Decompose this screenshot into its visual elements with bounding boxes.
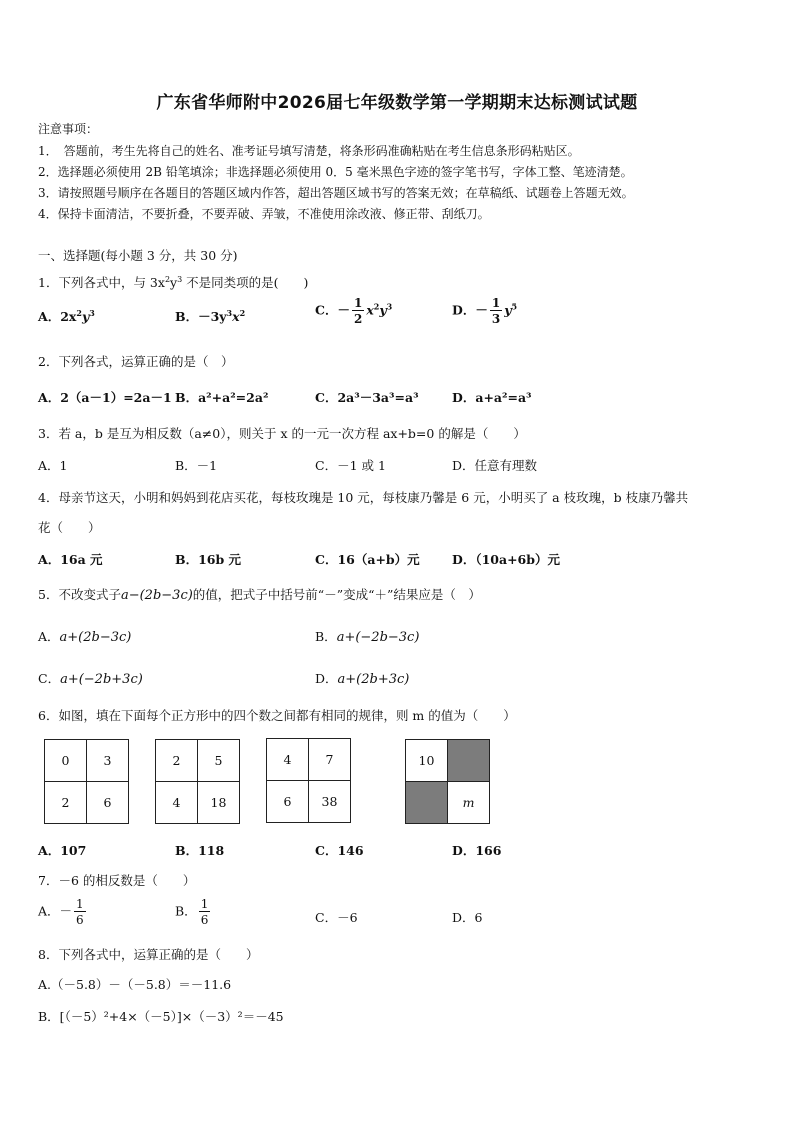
q3-option-d: D．任意有理数 — [452, 458, 538, 473]
notice-item-4: 4．保持卡面清洁，不要折叠，不要弄破、弄皱，不准使用涂改液、修正带、刮纸刀。 — [38, 207, 490, 221]
q8-stem: 8．下列各式中，运算正确的是（ ） — [38, 947, 259, 962]
q5-option-c: C．a+(−2b+3c) — [38, 671, 143, 687]
q6-grid-1 — [44, 739, 129, 824]
notice-item-3: 3．请按照题号顺序在各题目的答题区域内作答，超出答题区域书写的答案无效；在草稿纸、试题卷上答题无效。 — [38, 186, 634, 200]
q5-expression: a−(2b−3c) — [120, 588, 193, 603]
grid-cell: 10 — [406, 740, 448, 782]
grid-cell-m: m — [448, 782, 490, 824]
q4-stem-line2: 花（ ） — [38, 520, 101, 535]
q7-option-c: C．－6 — [315, 910, 358, 925]
q4-option-c: C．16（a+b）元 — [315, 552, 420, 567]
q2-option-d: D．a+a²=a³ — [452, 390, 532, 405]
q1-option-a: A．$2x^2y^3$ — [38, 307, 95, 324]
notice-item-1: 1． 答题前，考生先将自己的姓名、准考证号填写清楚，将条形码准确粘贴在考生信息条形码粘贴区。 — [38, 144, 580, 158]
q1-option-d: D．－ $\frac{1}{3}$ $y^5$ — [452, 296, 518, 326]
q1-option-b: B．$-3y^3x^2$ — [175, 307, 246, 324]
q6-option-d: D．166 — [452, 843, 502, 858]
q4-option-a: A．16a 元 — [38, 552, 103, 567]
q7-stem: 7．－6 的相反数是（ ） — [38, 873, 196, 888]
q5-stem: 5．不改变式子a−(2b−3c)的值，把式子中括号前“－”变成“＋”结果应是（ ） — [38, 587, 481, 603]
q6-stem: 6．如图，填在下面每个正方形中的四个数之间都有相同的规律，则 m 的值为（ ） — [38, 708, 516, 723]
grid-cell: 4 — [156, 782, 198, 824]
q7-option-d: D．6 — [452, 910, 483, 925]
grid-cell: 7 — [309, 739, 351, 781]
grid-cell: 3 — [87, 740, 129, 782]
q2-option-b: B．a²+a²=2a² — [175, 390, 269, 405]
notice-item-2: 2．选择题必须使用 2B 铅笔填涂；非选择题必须使用 0．5 毫米黑色字迹的签字笔书写，字体工整、笔迹清楚。 — [38, 165, 633, 179]
q3-stem: 3．若 a，b 是互为相反数（a≠0），则关于 x 的一元一次方程 ax+b=0 的解是（ ） — [38, 426, 526, 441]
q6-option-b: B．118 — [175, 843, 225, 858]
q7-option-b: B． $\frac{1}{6}$ — [175, 897, 209, 927]
q7-option-a: A．－ $\frac{1}{6}$ — [38, 897, 84, 927]
q5-option-b: B．a+(−2b−3c) — [315, 629, 420, 645]
q6-option-c: C．146 — [315, 843, 364, 858]
q8-option-a: A.（－5.8）－（－5.8）＝－11.6 — [38, 977, 232, 992]
grid-cell: 2 — [156, 740, 198, 782]
grid-cell: 6 — [87, 782, 129, 824]
q4-option-d: D．（10a+6b）元 — [452, 552, 560, 567]
q6-grid-2 — [155, 739, 240, 824]
q3-option-a: A．1 — [38, 458, 68, 473]
notice-heading: 注意事项： — [38, 122, 99, 136]
grid-cell: 5 — [198, 740, 240, 782]
grid-cell: 18 — [198, 782, 240, 824]
q3-option-c: C．－1 或 1 — [315, 458, 386, 473]
q2-option-a: A．2（a－1）=2a－1 — [38, 390, 172, 405]
q4-option-b: B．16b 元 — [175, 552, 242, 567]
shaded-cell — [448, 740, 490, 782]
q1-option-c: C．－ $\frac{1}{2}$ $x^2y^3$ — [315, 296, 393, 326]
q2-option-c: C．2a³－3a³=a³ — [315, 390, 419, 405]
q5-option-d: D．a+(2b+3c) — [315, 671, 410, 687]
grid-cell: 38 — [309, 781, 351, 823]
q6-option-a: A．107 — [38, 843, 87, 858]
grid-cell: 6 — [267, 781, 309, 823]
q8-option-b: B．[（－5）²+4×（－5）]×（－3）²＝－45 — [38, 1009, 284, 1024]
grid-cell: 2 — [45, 782, 87, 824]
grid-cell: 0 — [45, 740, 87, 782]
q6-grid-4 — [405, 739, 490, 824]
q4-stem-line1: 4．母亲节这天，小明和妈妈到花店买花，每枝玫瑰是 10 元，每枝康乃馨是 6 元，小明买了 a 枝玫瑰，b 枝康乃馨共 — [38, 490, 689, 505]
q1-stem: 1．下列各式中，与 $3x^2y^3$ 不是同类项的是( ) — [38, 274, 309, 290]
q2-stem: 2．下列各式，运算正确的是（ ） — [38, 354, 234, 369]
page-title: 广东省华师附中2026届七年级数学第一学期期末达标测试试题 — [156, 93, 638, 113]
shaded-cell — [406, 782, 448, 824]
q3-option-b: B．－1 — [175, 458, 218, 473]
grid-cell: 4 — [267, 739, 309, 781]
q6-grid-3 — [266, 738, 351, 823]
section-heading: 一、选择题(每小题 3 分，共 30 分) — [38, 248, 238, 263]
q5-option-a: A．a+(2b−3c) — [38, 629, 132, 645]
